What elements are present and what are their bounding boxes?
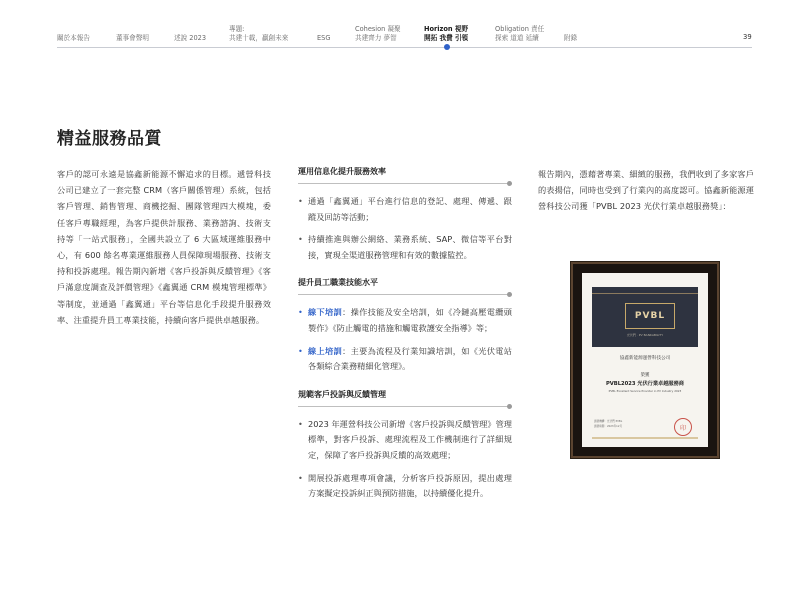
nav-item-cohesion[interactable]	[355, 25, 401, 42]
certificate-award-title: PVBL2023 光伏行業卓越服務商	[605, 381, 684, 387]
top-navigation	[0, 0, 809, 52]
column-recognition	[538, 166, 754, 215]
certificate-issuer: 頒發機構：光伏們 PVBL 頒發時間：2023年12月	[594, 420, 623, 428]
nav-item-line1	[116, 25, 149, 34]
column-measures	[298, 166, 512, 509]
bullet-icon: •	[298, 234, 303, 245]
page-number: 39	[743, 33, 752, 41]
certificate-honor: 榮獲	[640, 373, 650, 378]
nav-item-horizon[interactable]	[424, 25, 468, 42]
award-certificate-image	[571, 262, 719, 458]
nav-item-line1: 專題:	[229, 25, 245, 33]
list-item-text: 通過「鑫翼通」平台進行信息的登記、處理、傳遞、跟蹤及回訪等活動；	[308, 196, 512, 222]
nav-item-line2: 開拓 我費 引領	[424, 33, 469, 42]
list-item	[298, 305, 512, 336]
section-divider	[298, 183, 512, 184]
list-item-label: 線下培訓	[308, 307, 343, 318]
bullet-icon: •	[298, 418, 303, 429]
bullet-icon: •	[298, 307, 303, 318]
intro-paragraph: 客戶的認可永遠是協鑫新能源不懈追求的目標。遞營科技公司已建立了一套完整 CRM（客戶關係管理）系統，包括客戶管理、銷售管理、商機挖掘、團隊管理四大模塊，委任客戶專職經理，為客戶提供計服務、業務諮詢、技術支持等「一站式服務」，全國共設立了 6 大區域運維服務中心，有 600 餘名專業運維服務人員保障現場服務、技術支持和投訴處理。報告期內新增《客戶投訴與反饋管理》《客戶滿意度調查及評價管理》《鑫翼通 CRM 模塊管理標準》等制度，並通過「鑫翼通」平台等信息化手段提升服務效率、注重提升員工專業技能，持續向客戶提供卓越服務。	[57, 169, 271, 325]
section-heading: 運用信息化提升服務效率	[298, 167, 386, 176]
divider-dot-icon	[507, 181, 512, 186]
certificate-bottom-bar	[592, 437, 698, 439]
nav-item-line1	[57, 25, 90, 34]
bullet-list	[298, 194, 512, 263]
bullet-list	[298, 417, 512, 502]
section-efficiency	[298, 166, 512, 263]
nav-item-line2: 共建十載，贏創未來	[229, 33, 289, 42]
nav-current-indicator	[444, 44, 450, 50]
section-complaints	[298, 389, 512, 502]
seal-icon: 印	[674, 418, 692, 436]
list-item-text: 開展投訴處理專項會議，分析客戶投訴原因，提出處理方案擬定投訴糾正與預防措施，以持續優化提升。	[308, 472, 512, 499]
list-item-text: 2023 年運營科技公司新增《客戶投訴與反饋管理》管理標準，對客戶投訴、處理流程及工作機制進行了詳細規定，保障了客戶投訴與反饋的高效處理；	[308, 418, 512, 460]
nav-item-line2: 附錄	[564, 33, 578, 42]
nav-item-about-report[interactable]	[57, 25, 90, 42]
nav-item-board-statement[interactable]	[116, 25, 149, 42]
nav-item-line1	[317, 25, 330, 34]
nav-item-obligation[interactable]	[495, 25, 544, 42]
list-item-text: ：操作技能及安全培訓，如《冷鏈高壓電纜頭製作》《防止觸電的措施和觸電救護安全指導》等；	[308, 307, 512, 333]
divider-dot-icon	[507, 292, 512, 297]
nav-item-line2: 探索 道道 延續	[495, 33, 539, 42]
nav-item-line1: Horizon 視野	[424, 25, 469, 33]
section-divider	[298, 406, 512, 407]
list-item	[298, 471, 512, 502]
section-heading: 提升員工職業技能水平	[298, 278, 378, 288]
bullet-list	[298, 305, 512, 374]
page-title: 精益服務品質	[57, 129, 162, 149]
list-item-text: 持續推進與辦公網絡、業務系統、SAP、微信等平台對接，實現全渠道服務管理和有效的數據監控。	[308, 234, 512, 260]
list-item	[298, 194, 512, 225]
section-skills	[298, 277, 512, 374]
list-item-label: 線上培訓	[308, 345, 343, 356]
nav-item-line1: Obligation 責任	[495, 25, 545, 33]
list-item	[298, 344, 512, 375]
certificate-band-top	[592, 287, 698, 294]
section-heading: 規範客戶投訴與反饋管理	[298, 389, 386, 399]
certificate-brand: 光伏們 · PV BANKABILITY	[626, 333, 664, 337]
nav-item-line2: 共建齊力 夢智	[355, 33, 397, 42]
certificate-paper	[582, 273, 708, 447]
nav-item-line1	[174, 25, 206, 34]
nav-item-line2: 董事會聲明	[116, 33, 149, 42]
nav-item-line2: 關於本報告	[57, 33, 90, 42]
list-item	[298, 417, 512, 464]
list-item-text: ：主要為流程及行業知識培訓，如《光伏電站各類綜合業務精細化管理》。	[308, 345, 512, 372]
divider-dot-icon	[507, 404, 512, 409]
section-divider	[298, 294, 512, 295]
nav-item-line2: ESG	[317, 33, 331, 42]
certificate-organization: 協鑫新能源運營科技公司	[619, 356, 671, 361]
nav-item-line1: Cohesion 凝聚	[355, 25, 401, 33]
pvbl-logo: PVBL	[625, 303, 675, 329]
nav-item-esg[interactable]	[317, 25, 330, 42]
nav-item-line2: 述說 2023	[174, 33, 207, 42]
list-item	[298, 232, 512, 263]
nav-item-appendix[interactable]	[564, 25, 577, 42]
nav-divider	[57, 47, 752, 48]
bullet-icon: •	[298, 196, 303, 206]
nav-item-narrative-2023[interactable]	[174, 25, 206, 42]
bullet-icon: •	[298, 345, 303, 356]
nav-item-feature[interactable]	[229, 25, 288, 42]
bullet-icon: •	[298, 472, 303, 483]
nav-item-line1	[564, 25, 577, 34]
certificate-header-band	[592, 287, 698, 347]
column-intro	[57, 166, 271, 328]
recognition-paragraph: 報告期內，憑藉著專業、細緻的服務，我們收到了多家客戶的表揚信，同時也受到了行業內的高度認可。協鑫新能源運營科技公司獲「PVBL 2023 光伏行業卓越服務獎」：	[538, 169, 754, 212]
certificate-award-english: PVBL Excellent Service Provider in PV Industry 2023	[608, 389, 682, 393]
